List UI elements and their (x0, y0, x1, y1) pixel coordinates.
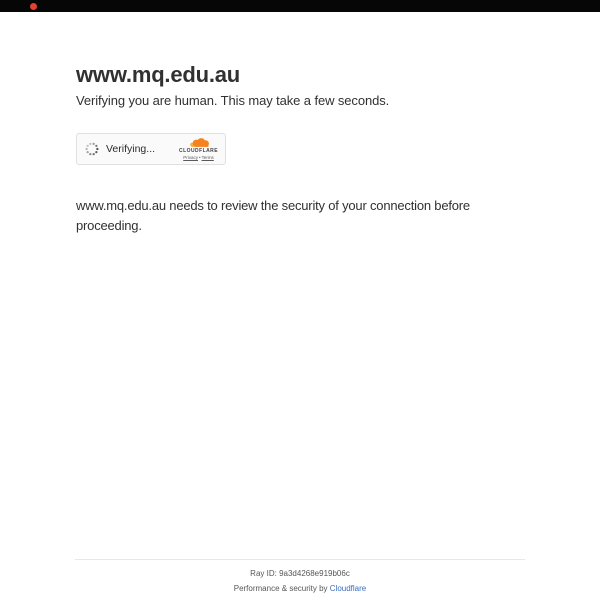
widget-status (85, 142, 155, 156)
ray-id-label: Ray ID: (250, 569, 277, 578)
cloudflare-wordmark: CLOUDFLARE (179, 148, 218, 155)
cloudflare-cloud-icon (187, 137, 211, 148)
terms-link[interactable]: Terms (201, 155, 214, 161)
widget-legal-links (183, 156, 214, 161)
verifying-label: Verifying... (106, 143, 156, 155)
paragraph-line-2: proceeding. (76, 218, 142, 233)
paragraph-line-1: www.mq.edu.au needs to review the security of your connection before (76, 198, 470, 213)
security-review-paragraph (76, 196, 536, 236)
ray-id-value: 9a3d4268e919b06c (279, 569, 350, 578)
record-dot-icon (30, 3, 37, 10)
privacy-link[interactable]: Privacy (183, 155, 198, 161)
footer (75, 559, 525, 593)
verifying-subtitle: Verifying you are human. This may take a few seconds. (76, 93, 390, 108)
performance-text: Performance & security by (233, 584, 328, 593)
ray-id (75, 569, 525, 578)
cloudflare-link[interactable]: Cloudflare (329, 584, 367, 593)
page-title: www.mq.edu.au (76, 62, 241, 87)
main-content (76, 0, 536, 236)
cloudflare-logo (179, 137, 218, 161)
performance-line (75, 584, 525, 593)
legal-separator: • (198, 155, 201, 161)
turnstile-widget[interactable] (76, 133, 226, 165)
spinner-icon (85, 142, 99, 156)
